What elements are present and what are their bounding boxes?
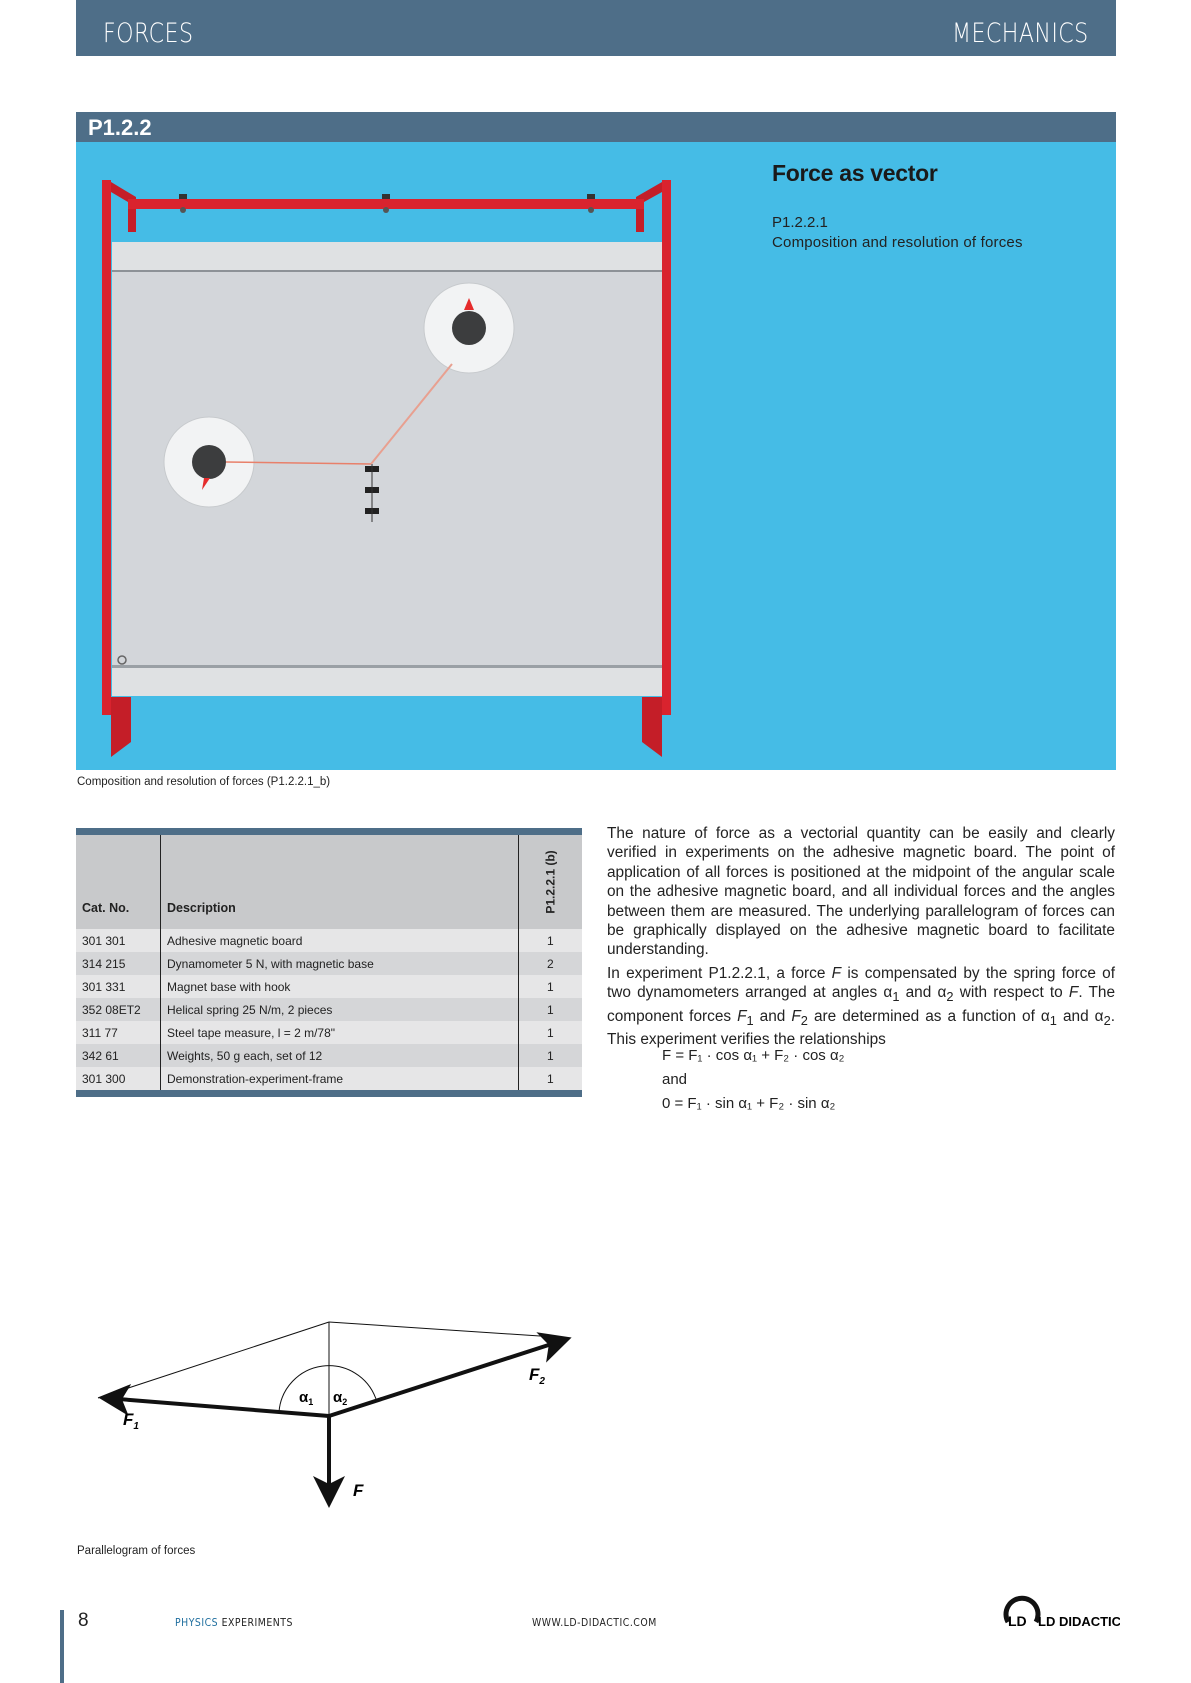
equation-sin: 0 = F₁ · sin α₁ + F₂ · sin α₂ — [662, 1095, 836, 1112]
table-row — [76, 1044, 582, 1067]
label-F2: $F_2$ — [529, 1365, 545, 1387]
cell-cat-no: 311 77 — [76, 1021, 161, 1044]
cell-quantity: 1 — [518, 998, 582, 1021]
table-row — [76, 1067, 582, 1094]
cell-description: Dynamometer 5 N, with magnetic base — [161, 952, 519, 975]
photo-caption: Composition and resolution of forces (P1.2.2.1_b) — [77, 776, 331, 788]
cell-cat-no: 314 215 — [76, 952, 161, 975]
top-rail — [112, 242, 662, 270]
frame-left-leg — [102, 180, 111, 715]
cell-description: Demonstration-experiment-frame — [161, 1067, 519, 1094]
cell-quantity: 1 — [518, 929, 582, 952]
label-alpha1: $\alpha_1$ — [299, 1389, 314, 1407]
label-F1: $F_1$ — [123, 1410, 139, 1432]
footer-series: PHYSICS EXPERIMENTS — [175, 1616, 293, 1629]
svg-text:LD DIDACTIC: LD DIDACTIC — [1038, 1614, 1120, 1629]
ld-didactic-logo — [1000, 1592, 1120, 1637]
cell-cat-no: 301 301 — [76, 929, 161, 952]
cell-quantity: 1 — [518, 975, 582, 998]
page-number: 8 — [78, 1610, 89, 1631]
cell-description: Helical spring 25 N/m, 2 pieces — [161, 998, 519, 1021]
cell-quantity: 1 — [518, 1067, 582, 1094]
table-row — [76, 1021, 582, 1044]
table-header-row — [76, 832, 582, 930]
cell-cat-no: 342 61 — [76, 1044, 161, 1067]
parallelogram-diagram — [76, 1300, 596, 1520]
column-header-cat-no: Cat. No. — [76, 832, 161, 930]
experiment-photo — [76, 142, 696, 762]
section-code: P1.2.2 — [88, 115, 152, 140]
diagram-caption: Parallelogram of forces — [77, 1545, 196, 1557]
column-header-experiment: P1.2.2.1 (b) — [518, 832, 582, 930]
footer-website[interactable]: WWW.LD-DIDACTIC.COM — [532, 1616, 657, 1629]
label-F: F — [353, 1481, 364, 1500]
cell-quantity: 1 — [518, 1021, 582, 1044]
cell-description: Adhesive magnetic board — [161, 929, 519, 952]
table-row — [76, 975, 582, 998]
section-code-bar — [76, 112, 1116, 142]
equipment-table — [76, 828, 582, 1097]
cell-cat-no: 301 300 — [76, 1067, 161, 1094]
cell-description: Magnet base with hook — [161, 975, 519, 998]
paragraph-experiment: In experiment P1.2.2.1, a force F is compensated by the spring force of two dynamometers arranged at angles $\alpha_1$ and $\alpha_2$ with respect to F. The component forces $F_1$ and $F_2$ are determined as a function of $\alpha_1$ and $\alpha_2$. This experiment verifies the relationships — [607, 964, 1116, 1049]
equation-cos: F = F₁ · cos α₁ + F₂ · cos α₂ — [662, 1047, 845, 1064]
svg-text:LD: LD — [1008, 1613, 1027, 1629]
cell-description: Weights, 50 g each, set of 12 — [161, 1044, 519, 1067]
cell-cat-no: 301 331 — [76, 975, 161, 998]
parallelogram-edge — [98, 1322, 329, 1398]
table-row — [76, 952, 582, 975]
chapter-title: FORCES — [103, 18, 194, 49]
experiment-subtitle: Composition and resolution of forces — [772, 234, 1023, 251]
cell-description: Steel tape measure, l = 2 m/78" — [161, 1021, 519, 1044]
cell-quantity: 2 — [518, 952, 582, 975]
table-row — [76, 929, 582, 952]
cell-cat-no: 352 08ET2 — [76, 998, 161, 1021]
table-row — [76, 998, 582, 1021]
description-text — [607, 824, 1115, 1054]
paragraph-intro: The nature of force as a vectorial quantity can be easily and clearly verified in experiments on the adhesive magnetic board. The point of application of all forces is positioned at the midpoint of the angular scale on the adhesive magnetic board, and all individual forces and the angles between them are measured. The underlying parallelogram of forces can be graphically displayed on the adhesive magnetic board to facilitate understanding. — [607, 825, 1115, 959]
experiment-title: Force as vector — [772, 160, 938, 186]
subject-title: MECHANICS — [952, 18, 1089, 49]
experiment-code: P1.2.2.1 — [772, 214, 828, 231]
equation-and: and — [662, 1071, 688, 1088]
column-header-description: Description — [161, 832, 519, 930]
frame-right-leg — [662, 180, 671, 715]
hero-panel — [76, 142, 1116, 770]
bottom-rail — [112, 668, 662, 696]
vector-F1 — [106, 1398, 329, 1416]
parallelogram-edge — [329, 1322, 570, 1338]
cell-quantity: 1 — [518, 1044, 582, 1067]
chapter-header — [76, 0, 1116, 56]
footer-accent-bar — [60, 1610, 64, 1683]
label-alpha2: $\alpha_2$ — [333, 1389, 348, 1407]
